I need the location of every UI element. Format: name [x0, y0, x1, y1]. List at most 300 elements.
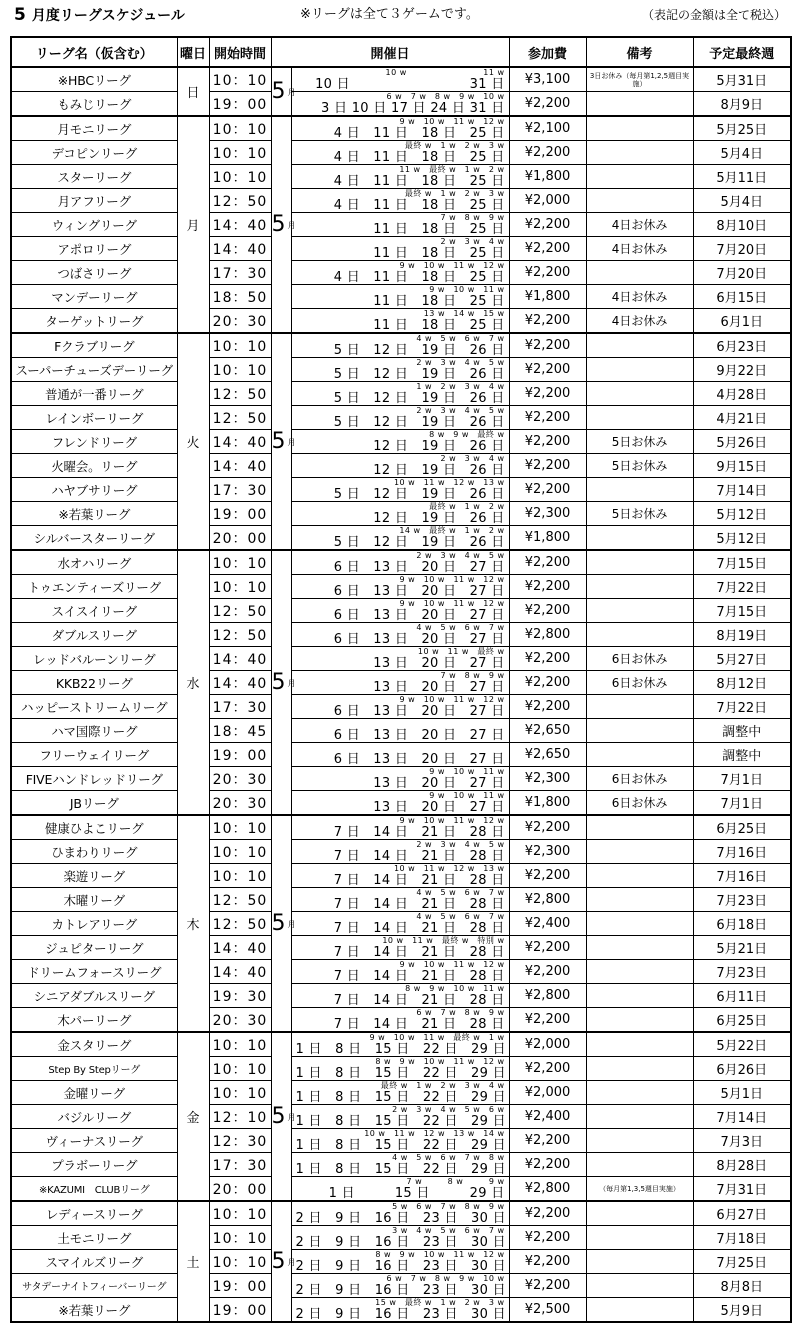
final-week: 7月1日 [693, 791, 791, 816]
month-cell [271, 67, 296, 116]
week-numbers: 9 w 10 w 11 w 12 w [399, 261, 505, 270]
table-row [11, 695, 791, 719]
final-week: 7月20日 [693, 261, 791, 285]
table-row [11, 623, 791, 647]
table-row [11, 912, 791, 936]
week-numbers: 15 w 最終 w 1 w 2 w 3 w [375, 1298, 505, 1307]
page-title [14, 0, 185, 30]
remark: 4日お休み [586, 213, 693, 237]
event-dates [291, 1129, 509, 1153]
event-dates [291, 671, 509, 695]
entry-fee: ¥2,400 [509, 912, 586, 936]
event-dates [291, 526, 509, 551]
table-row [11, 309, 791, 334]
date-stack [296, 1250, 505, 1273]
table-row [11, 599, 791, 623]
event-dates [291, 791, 509, 816]
league-name: 金スタリーグ [11, 1032, 177, 1057]
league-name: カトレアリーグ [11, 912, 177, 936]
table-row [11, 67, 791, 92]
event-dates [291, 1274, 509, 1298]
final-week: 7月20日 [693, 237, 791, 261]
date-stack [296, 864, 505, 887]
remark: 6日お休み [586, 671, 693, 695]
final-week: 7月16日 [693, 864, 791, 888]
final-week: 7月22日 [693, 695, 791, 719]
table-row [11, 358, 791, 382]
date-stack [296, 623, 505, 646]
league-name: 健康ひよこリーグ [11, 815, 177, 840]
remark [586, 888, 693, 912]
final-week: 7月14日 [693, 1105, 791, 1129]
day-numbers: 12 日 19 日 26 日 [373, 511, 505, 526]
league-name: デコピンリーグ [11, 141, 177, 165]
table-header [11, 37, 791, 67]
day-numbers: 7 日 14 日 21 日 28 日 [333, 921, 505, 936]
weekday-cell: 木 [177, 815, 209, 1032]
month-suffix: 月 [287, 1257, 296, 1267]
final-week: 6月1日 [693, 309, 791, 334]
final-week: 5月27日 [693, 647, 791, 671]
week-numbers: 10 w 11 w 12 w 13 w 14 w [364, 1129, 505, 1138]
remark: 4日お休み [586, 237, 693, 261]
league-name: JBリーグ [11, 791, 177, 816]
table-row [11, 285, 791, 309]
weekday-cell: 土 [177, 1201, 209, 1322]
date-stack [296, 526, 505, 549]
day-numbers: 1 日 8 日 15 日 22 日 29 日 [295, 1114, 506, 1129]
date-stack [296, 334, 505, 357]
date-stack [296, 117, 505, 140]
day-numbers: 7 日 14 日 21 日 28 日 [333, 825, 505, 840]
date-stack [296, 1298, 505, 1321]
week-numbers: 2 w 3 w 4 w 5 w [416, 840, 505, 849]
league-name: ターゲットリーグ [11, 309, 177, 334]
month-number: 5 [271, 429, 286, 454]
start-time: 12：50 [209, 623, 271, 647]
remark [586, 815, 693, 840]
week-numbers: 9 w 10 w 11 w [429, 791, 505, 800]
start-time: 10：10 [209, 1057, 271, 1081]
start-time: 17：30 [209, 1153, 271, 1177]
date-stack [296, 960, 505, 983]
event-dates [291, 1153, 509, 1177]
week-numbers: 9 w 10 w 11 w 12 w [399, 816, 505, 825]
event-dates [291, 815, 509, 840]
day-numbers: 7 日 14 日 21 日 28 日 [333, 945, 505, 960]
table-row [11, 1298, 791, 1323]
entry-fee: ¥2,200 [509, 382, 586, 406]
start-time: 20：30 [209, 767, 271, 791]
event-dates [291, 478, 509, 502]
start-time: 20：30 [209, 309, 271, 334]
remark [586, 1274, 693, 1298]
start-time: 10：10 [209, 1250, 271, 1274]
week-numbers: 10 w 11 w 12 w 13 w [393, 478, 505, 487]
remark [586, 189, 693, 213]
entry-fee: ¥1,800 [509, 165, 586, 189]
week-numbers: 13 w 14 w 15 w [423, 309, 505, 318]
day-numbers: 6 日 13 日 20 日 27 日 [333, 584, 505, 599]
date-stack [296, 1226, 505, 1249]
entry-fee: ¥2,000 [509, 1032, 586, 1057]
league-name: ※若葉リーグ [11, 1298, 177, 1323]
entry-fee: ¥2,200 [509, 647, 586, 671]
week-numbers: 9 w 10 w 11 w [429, 285, 505, 294]
final-week: 7月15日 [693, 599, 791, 623]
col-league-name: リーグ名（仮含む） [11, 37, 177, 67]
league-name: トゥエンティーズリーグ [11, 575, 177, 599]
day-numbers: 7 日 14 日 21 日 28 日 [333, 969, 505, 984]
col-start-time: 開始時間 [209, 37, 271, 67]
event-dates [291, 1250, 509, 1274]
remark [586, 1201, 693, 1226]
final-week: 5月11日 [693, 165, 791, 189]
tax-note: （表記の金額は全て税込） [641, 8, 786, 22]
remark: 3日お休み（毎月第1,2,5週目実施） [586, 67, 693, 92]
league-name: 金曜リーグ [11, 1081, 177, 1105]
week-numbers: 9 w 10 w 11 w 12 w [399, 599, 505, 608]
start-time: 12：30 [209, 1129, 271, 1153]
week-numbers: 2 w 3 w 4 w [440, 237, 505, 246]
week-numbers: 8 w 9 w 10 w 11 w 12 w [375, 1250, 505, 1259]
event-dates [291, 358, 509, 382]
entry-fee: ¥2,800 [509, 1177, 586, 1202]
table-row [11, 526, 791, 551]
table-row [11, 116, 791, 141]
remark [586, 719, 693, 743]
final-week: 5月9日 [693, 1298, 791, 1323]
week-numbers: 最終 w 1 w 2 w 3 w [404, 141, 505, 150]
date-stack [296, 478, 505, 501]
table-row [11, 1057, 791, 1081]
date-stack [296, 888, 505, 911]
league-name: スターリーグ [11, 165, 177, 189]
date-stack [296, 358, 505, 381]
table-row [11, 936, 791, 960]
table-row [11, 406, 791, 430]
remark [586, 936, 693, 960]
final-week: 5月12日 [693, 526, 791, 551]
date-stack [296, 695, 505, 718]
date-stack [296, 936, 505, 959]
league-name: 水オハリーグ [11, 550, 177, 575]
event-dates [291, 430, 509, 454]
remark [586, 960, 693, 984]
day-numbers: 6 日 13 日 20 日 27 日 [333, 704, 505, 719]
day-numbers: 1 日 8 日 15 日 22 日 29 日 [295, 1138, 506, 1153]
date-stack [296, 237, 505, 260]
start-time: 14：40 [209, 430, 271, 454]
final-week: 8月10日 [693, 213, 791, 237]
day-numbers: 12 日 19 日 26 日 [373, 463, 505, 478]
remark: 6日お休み [586, 791, 693, 816]
entry-fee: ¥2,300 [509, 840, 586, 864]
remark [586, 695, 693, 719]
remark [586, 623, 693, 647]
remark [586, 575, 693, 599]
date-stack [296, 791, 505, 814]
event-dates [291, 960, 509, 984]
table-row [11, 1274, 791, 1298]
remark: 4日お休み [586, 285, 693, 309]
day-numbers: 4 日 11 日 18 日 25 日 [333, 270, 505, 285]
league-name: 月アフリーグ [11, 189, 177, 213]
final-week: 調整中 [693, 719, 791, 743]
month-cell [271, 815, 296, 1032]
day-numbers: 2 日 9 日 16 日 23 日 30 日 [295, 1283, 506, 1298]
final-week: 8月8日 [693, 1274, 791, 1298]
month-number: 5 [271, 670, 286, 695]
start-time: 19：30 [209, 984, 271, 1008]
weekday-cell: 日 [177, 67, 209, 116]
month-number: 5 [271, 212, 286, 237]
remark: 5日お休み [586, 454, 693, 478]
remark [586, 864, 693, 888]
table-row [11, 791, 791, 816]
league-name: レディースリーグ [11, 1201, 177, 1226]
final-week: 9月22日 [693, 358, 791, 382]
table-row [11, 840, 791, 864]
games-note: ※リーグは全て３ゲームです。 [300, 7, 479, 22]
start-time: 14：40 [209, 213, 271, 237]
date-stack [296, 165, 505, 188]
league-name: フリーウェイリーグ [11, 743, 177, 767]
league-name: 木曜リーグ [11, 888, 177, 912]
final-week: 6月25日 [693, 815, 791, 840]
league-name: レッドバルーンリーグ [11, 647, 177, 671]
event-dates [291, 165, 509, 189]
league-name: スーパーチューズデーリーグ [11, 358, 177, 382]
table-row [11, 743, 791, 767]
final-week: 7月23日 [693, 888, 791, 912]
entry-fee: ¥2,800 [509, 623, 586, 647]
entry-fee: ¥2,500 [509, 1298, 586, 1323]
week-numbers: 2 w 3 w 4 w 5 w [416, 406, 505, 415]
entry-fee: ¥2,200 [509, 599, 586, 623]
start-time: 17：30 [209, 478, 271, 502]
col-remarks: 備考 [586, 37, 693, 67]
start-time: 17：30 [209, 695, 271, 719]
date-stack [296, 912, 505, 935]
start-time: 12：10 [209, 1105, 271, 1129]
league-name: 月モニリーグ [11, 116, 177, 141]
league-name: フレンドリーグ [11, 430, 177, 454]
final-week: 5月25日 [693, 116, 791, 141]
league-name: ヴィーナスリーグ [11, 1129, 177, 1153]
event-dates [291, 141, 509, 165]
entry-fee: ¥2,400 [509, 1105, 586, 1129]
entry-fee: ¥2,000 [509, 189, 586, 213]
final-week: 5月4日 [693, 189, 791, 213]
event-dates [291, 213, 509, 237]
final-week: 7月1日 [693, 767, 791, 791]
event-dates [291, 550, 509, 575]
week-numbers: 6 w 7 w 8 w 9 w 10 w [386, 92, 505, 101]
league-name: シニアダブルスリーグ [11, 984, 177, 1008]
table-row [11, 165, 791, 189]
league-name: マンデーリーグ [11, 285, 177, 309]
week-numbers: 1 w 2 w 3 w 4 w [416, 382, 505, 391]
start-time: 10：10 [209, 1032, 271, 1057]
week-numbers: 4 w 5 w 6 w 7 w [416, 912, 505, 921]
week-numbers: 5 w 6 w 7 w 8 w 9 w [392, 1202, 505, 1211]
league-name: Step By Stepリーグ [11, 1057, 177, 1081]
date-stack [296, 1177, 505, 1200]
final-week: 6月11日 [693, 984, 791, 1008]
col-final-week: 予定最終週 [693, 37, 791, 67]
table-row [11, 141, 791, 165]
date-stack [296, 984, 505, 1007]
date-stack [296, 840, 505, 863]
week-numbers: 4 w 5 w 6 w 7 w 8 w [392, 1153, 505, 1162]
remark [586, 550, 693, 575]
table-row [11, 1008, 791, 1033]
table-row [11, 92, 791, 117]
table-row [11, 888, 791, 912]
start-time: 20：00 [209, 1177, 271, 1202]
remark [586, 92, 693, 117]
event-dates [291, 1032, 509, 1057]
day-numbers: 7 日 14 日 21 日 28 日 [333, 849, 505, 864]
final-week: 5月26日 [693, 430, 791, 454]
week-numbers: 9 w 10 w 11 w 12 w [399, 117, 505, 126]
entry-fee: ¥2,100 [509, 116, 586, 141]
final-week: 6月15日 [693, 285, 791, 309]
col-weekday: 曜日 [177, 37, 209, 67]
day-numbers: 6 日 13 日 20 日 27 日 [333, 632, 505, 647]
event-dates [291, 575, 509, 599]
final-week: 8月12日 [693, 671, 791, 695]
league-name: 楽遊リーグ [11, 864, 177, 888]
remark [586, 1105, 693, 1129]
month-number: 5 [271, 79, 286, 104]
start-time: 10：10 [209, 864, 271, 888]
remark [586, 261, 693, 285]
league-name: ハマ国際リーグ [11, 719, 177, 743]
day-numbers: 6 日 13 日 20 日 27 日 [333, 608, 505, 623]
date-stack [296, 382, 505, 405]
entry-fee: ¥2,200 [509, 936, 586, 960]
date-stack [296, 406, 505, 429]
event-dates [291, 237, 509, 261]
final-week: 7月23日 [693, 960, 791, 984]
start-time: 20：30 [209, 791, 271, 816]
day-numbers: 1 日 8 日 15 日 22 日 29 日 [295, 1090, 506, 1105]
table-row [11, 189, 791, 213]
remark: 6日お休み [586, 647, 693, 671]
week-numbers: 7 w 8 w 9 w [406, 1177, 505, 1186]
event-dates [291, 333, 509, 358]
date-stack [296, 68, 505, 91]
entry-fee: ¥2,200 [509, 1201, 586, 1226]
day-numbers: 1 日 15 日 29 日 [328, 1186, 505, 1201]
final-week: 9月15日 [693, 454, 791, 478]
start-time: 10：10 [209, 333, 271, 358]
remark [586, 333, 693, 358]
week-numbers: 10 w 11 w 最終 w 特別 w [382, 936, 505, 945]
start-time: 10：10 [209, 1081, 271, 1105]
date-stack [296, 285, 505, 308]
final-week: 7月16日 [693, 840, 791, 864]
col-fee: 参加費 [509, 37, 586, 67]
date-stack [296, 575, 505, 598]
league-name: 土モニリーグ [11, 1226, 177, 1250]
event-dates [291, 719, 509, 743]
table-row [11, 815, 791, 840]
league-name: アポロリーグ [11, 237, 177, 261]
date-stack [296, 141, 505, 164]
final-week: 4月21日 [693, 406, 791, 430]
start-time: 10：10 [209, 815, 271, 840]
table-row [11, 382, 791, 406]
table-row [11, 213, 791, 237]
league-name: レインボーリーグ [11, 406, 177, 430]
final-week: 6月27日 [693, 1201, 791, 1226]
final-week: 6月23日 [693, 333, 791, 358]
day-numbers: 2 日 9 日 16 日 23 日 30 日 [295, 1235, 506, 1250]
event-dates [291, 309, 509, 334]
month-cell [271, 550, 296, 815]
event-dates [291, 984, 509, 1008]
day-numbers: 11 日 18 日 25 日 [373, 318, 505, 333]
date-stack [296, 454, 505, 477]
event-dates [291, 1057, 509, 1081]
event-dates [291, 454, 509, 478]
start-time: 17：30 [209, 261, 271, 285]
week-numbers: 4 w 5 w 6 w 7 w [416, 623, 505, 632]
week-numbers: 4 w 5 w 6 w 7 w [416, 888, 505, 897]
date-stack [296, 647, 505, 670]
start-time: 14：40 [209, 454, 271, 478]
day-numbers: 11 日 18 日 25 日 [373, 246, 505, 261]
final-week: 7月3日 [693, 1129, 791, 1153]
entry-fee: ¥2,300 [509, 767, 586, 791]
event-dates [291, 695, 509, 719]
entry-fee: ¥2,200 [509, 575, 586, 599]
remark [586, 1226, 693, 1250]
start-time: 19：00 [209, 743, 271, 767]
league-name: ※KAZUMI CLUBリーグ [11, 1177, 177, 1202]
weekday-cell: 金 [177, 1032, 209, 1201]
start-time: 14：40 [209, 237, 271, 261]
table-row [11, 502, 791, 526]
event-dates [291, 1105, 509, 1129]
start-time: 12：50 [209, 382, 271, 406]
date-stack [296, 1008, 505, 1031]
schedule-table [10, 36, 792, 1323]
league-name: サタデーナイトフィーバーリーグ [11, 1274, 177, 1298]
day-numbers: 1 日 8 日 15 日 22 日 29 日 [295, 1162, 506, 1177]
league-name: つばさリーグ [11, 261, 177, 285]
league-name: Fクラブリーグ [11, 333, 177, 358]
league-name: プラボーリーグ [11, 1153, 177, 1177]
date-stack [296, 1274, 505, 1297]
start-time: 10：10 [209, 840, 271, 864]
table-row [11, 237, 791, 261]
entry-fee: ¥2,200 [509, 1008, 586, 1033]
date-stack [296, 599, 505, 622]
remark [586, 840, 693, 864]
remark [586, 165, 693, 189]
day-numbers: 5 日 12 日 19 日 26 日 [333, 391, 505, 406]
remark [586, 1008, 693, 1033]
date-stack [296, 430, 505, 453]
table-row [11, 430, 791, 454]
final-week: 6月26日 [693, 1057, 791, 1081]
day-numbers: 1 日 8 日 15 日 22 日 29 日 [295, 1042, 506, 1057]
week-numbers: 7 w 8 w 9 w [440, 213, 505, 222]
